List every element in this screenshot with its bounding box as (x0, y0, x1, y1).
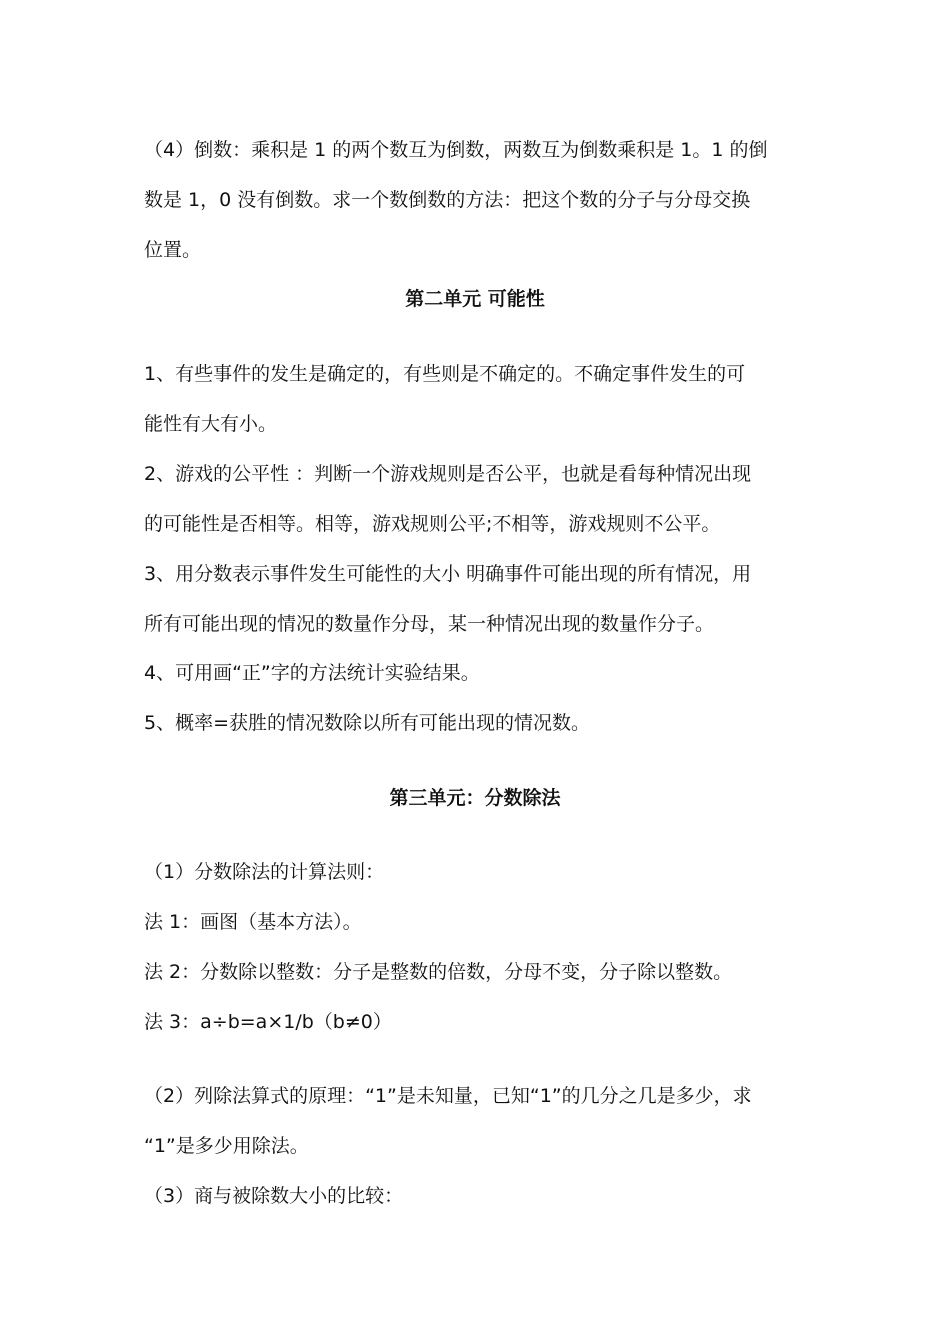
unit2-item-1-line-2: 能性有大有小。 (144, 413, 278, 435)
unit2-item-2-line-2: 的可能性是否相等。相等，游戏规则公平;不相等，游戏规则不公平。 (144, 513, 721, 535)
unit3-heading: 第三单元：分数除法 (389, 787, 561, 809)
unit2-item-4: 4、可用画“正”字的方法统计实验结果。 (144, 662, 480, 684)
unit2-item-2-line-1: 2、游戏的公平性 ：判断一个游戏规则是否公平，也就是看每种情况出现 (144, 463, 752, 485)
para-reciprocal-line-2: 数是 1，0 没有倒数。求一个数倒数的方法：把这个数的分子与分母交换 (144, 189, 751, 211)
para-reciprocal-line-3: 位置。 (144, 239, 202, 261)
para-reciprocal-line-1: （4）倒数：乘积是 1 的两个数互为倒数，两数互为倒数乘积是 1。1 的倒 (144, 139, 768, 161)
unit2-heading: 第二单元 可能性 (405, 288, 545, 310)
unit2-item-1-line-1: 1、有些事件的发生是确定的，有些则是不确定的。不确定事件发生的可 (144, 363, 746, 385)
unit3-method-1: 法 1：画图（基本方法）。 (144, 911, 362, 933)
unit2-item-3-line-2: 所有可能出现的情况的数量作分母，某一种情况出现的数量作分子。 (144, 613, 715, 635)
unit2-item-5: 5、概率=获胜的情况数除以所有可能出现的情况数。 (144, 712, 591, 734)
unit3-method-3: 法 3：a÷b=a×1/b（b≠0） (144, 1011, 392, 1033)
unit3-rule-title: （1）分数除法的计算法则： (144, 861, 385, 883)
unit2-item-3-line-1: 3、用分数表示事件发生可能性的大小 明确事件可能出现的所有情况，用 (144, 563, 752, 585)
unit3-principle-line-2: “1”是多少用除法。 (144, 1135, 309, 1157)
unit3-principle-line-1: （2）列除法算式的原理：“1”是未知量，已知“1”的几分之几是多少，求 (144, 1085, 752, 1107)
unit3-compare-title: （3）商与被除数大小的比较： (144, 1185, 404, 1207)
unit3-method-2: 法 2：分数除以整数：分子是整数的倍数，分母不变，分子除以整数。 (144, 961, 733, 983)
